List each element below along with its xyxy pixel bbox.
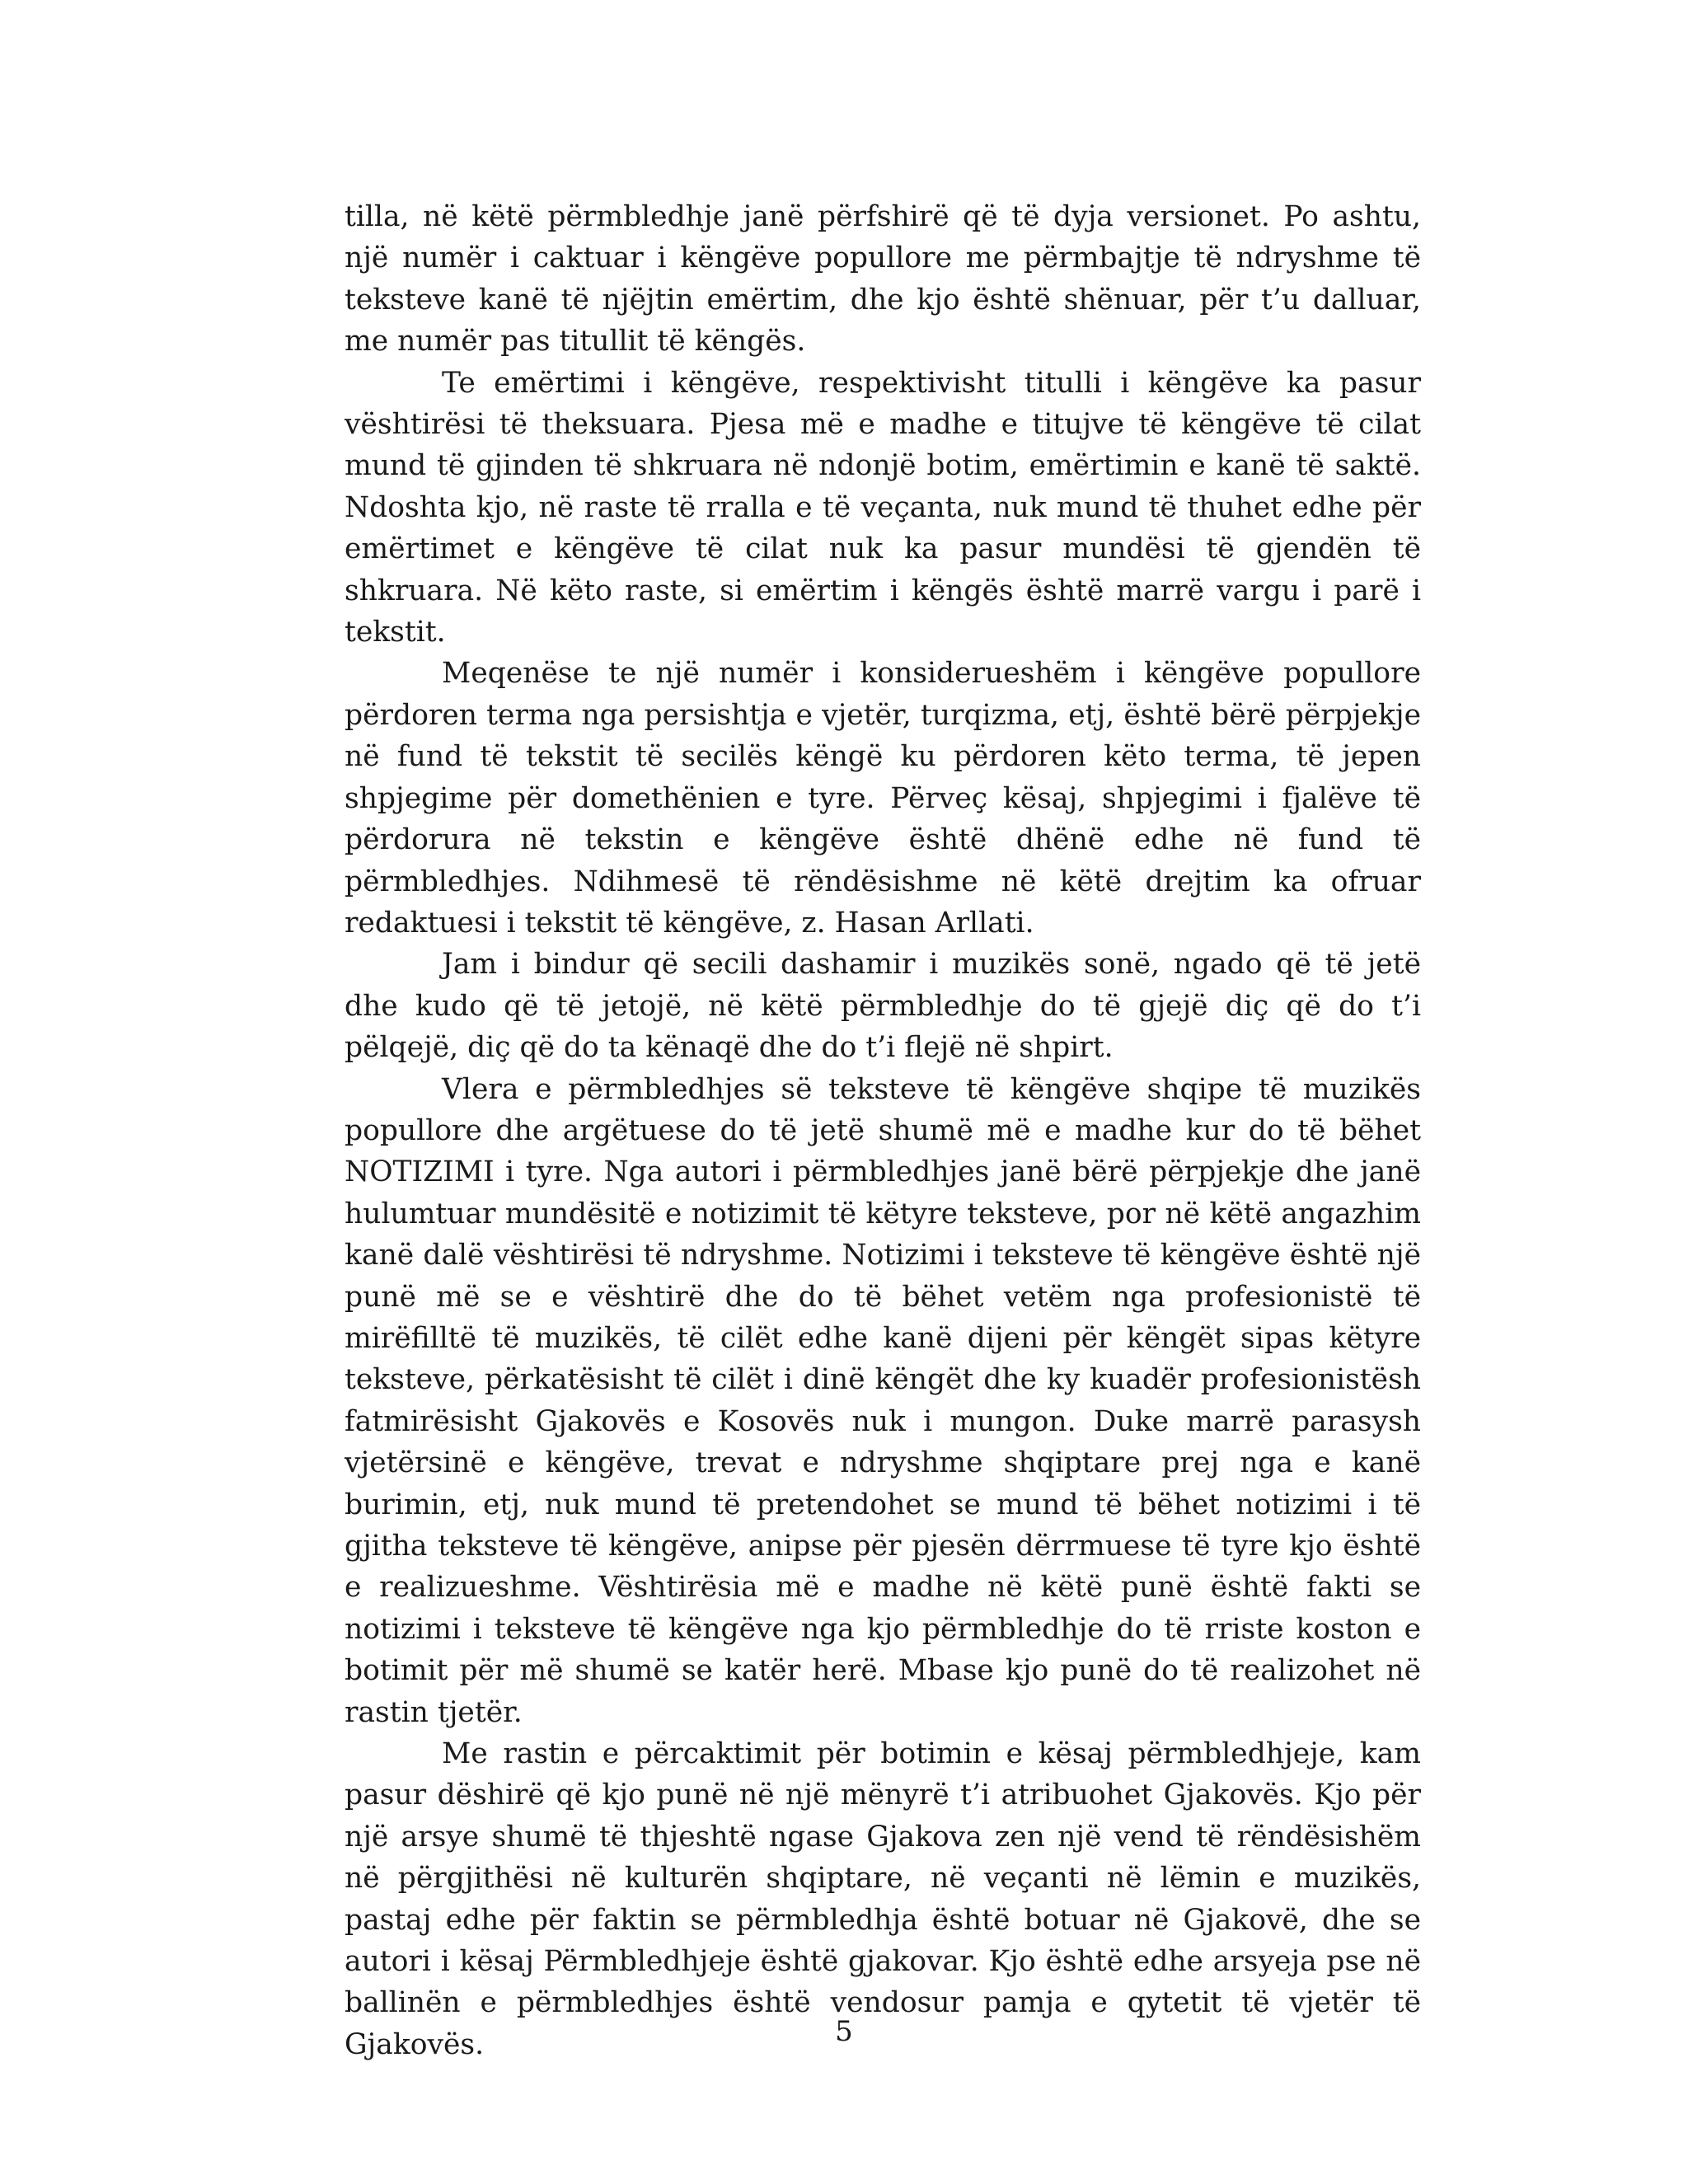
paragraph-notation: Vlera e përmbledhjes së teksteve të këngëve shqipe të muzikës popullore dhe argëtuese do të jetë shumë më e madhe kur do të bëhet NOTIZIMI i tyre. Nga autori i përmbledhjes janë bërë përpjekje dhe janë hulumtuar mundësitë e notizimit të këtyre teksteve, por në këtë angazhim kanë dalë vështirësi të ndryshme. Notizimi i teksteve të këngëve është një punë më se e vështirë dhe do të bëhet vetëm nga profesionistë të mirëfilltë të muzikës, të cilët edhe kanë dijeni për këngët sipas këtyre teksteve, përkatësisht të cilët i dinë këngët dhe ky kuadër profesionistësh fatmirësisht Gjakovës e Kosovës nuk i mungon. Duke marrë parasysh vjetërsinë e këngëve, trevat e ndryshme shqiptare prej nga e kanë burimin, etj, nuk mund të pretendohet se mund të bëhet notizimi i të gjitha teksteve të këngëve, anipse për pjesën dërrmuese të tyre kjo është e realizueshme. Vështirësia më e madhe në këtë punë është fakti se notizimi i teksteve të këngëve nga kjo përmbledhje do të rriste koston e botimit për më shumë se katër herë. Mbase kjo punë do të realizohet në rastin tjetër. — [345, 1072, 1421, 1729]
paragraph-terms-explanation: Meqenëse te një numër i konsiderueshëm i këngëve popullore përdoren terma nga persishtja e vjetër, turqizma, etj, është bërë përpjekje në fund të tekstit të secilës këngë ku përdoren këto terma, të jepen shpjegime për domethënien e tyre. Përveç kësaj, shpjegimi i fjalëve të përdorura në tekstin e këngëve është dhënë edhe në fund të përmbledhjes. Ndihmesë të rëndësishme në këtë drejtim ka ofruar redaktuesi i tekstit të këngëve, z. Hasan Arllati. — [345, 657, 1421, 940]
paragraph-gjakova: Me rastin e përcaktimit për botimin e kësaj përmbledhjeje, kam pasur dëshirë që kjo punë në një mënyrë t’i atribuohet Gjakovës. Kjo për një arsye shumë të thjeshtë ngase Gjakova zen një vend të rëndësishëm në përgjithësi në kulturën shqiptare, në veçanti në lëmin e muzikës, pastaj edhe për faktin se përmbledhja është botuar në Gjakovë, dhe se autori i kësaj Përmbledhjeje është gjakovar. Kjo është edhe arsyeja pse në ballinën e përmbledhjes është vendosur pamja e qytetit të vjetër të Gjakovës. — [345, 1737, 1421, 2061]
paragraph-music-lovers: Jam i bindur që secili dashamir i muzikës sonë, ngado që të jetë dhe kudo që të jetojë, në këtë përmbledhje do të gjejë diç që do t’i pëlqejë, diç që do ta kënaqë dhe do t’i flejë në shpirt. — [345, 948, 1421, 1065]
page-number: 5 — [835, 2015, 853, 2048]
paragraph-song-titles: Te emërtimi i këngëve, respektivisht titulli i këngëve ka pasur vështirësi të theksuara. Pjesa më e madhe e titujve të këngëve të cilat mund të gjinden të shkruara në ndonjë botim, emërtimin e kanë të saktë. Ndoshta kjo, në raste të rralla e të veçanta, nuk mund të thuhet edhe për emërtimet e këngëve të cilat nuk ka pasur mundësi të gjendën të shkruara. Në këto raste, si emërtim i këngës është marrë vargu i parë i tekstit. — [345, 366, 1421, 649]
body-text — [345, 196, 1421, 2065]
paragraph-continuation: tilla, në këtë përmbledhje janë përfshirë që të dyja versionet. Po ashtu, një numër i caktuar i këngëve popullore me përmbajtje të ndryshme të teksteve kanë të njëjtin emërtim, dhe kjo është shënuar, për t’u dalluar, me numër pas titullit të këngës. — [345, 200, 1421, 359]
